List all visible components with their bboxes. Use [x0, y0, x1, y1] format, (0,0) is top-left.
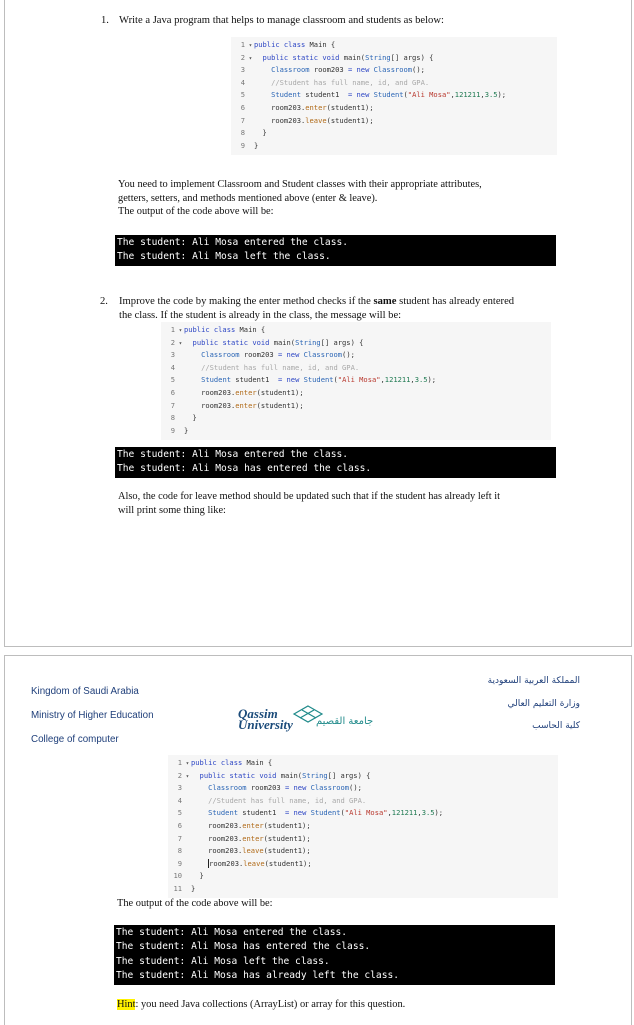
- line-number: 1: [240, 40, 245, 49]
- line-number: 2: [240, 52, 245, 62]
- code-token: public class: [184, 325, 240, 334]
- code-block-2: [161, 322, 551, 440]
- code-line: [168, 807, 558, 820]
- question-1-paragraph: [118, 178, 482, 219]
- line-number: 3: [177, 783, 182, 793]
- paragraph-line: The output of the code above will be:: [118, 206, 274, 218]
- code-token: Main {: [246, 758, 273, 767]
- output-line: The student: Ali Mosa entered the class.: [117, 237, 349, 248]
- output-line: The student: Ali Mosa left the class.: [117, 251, 331, 263]
- output-terminal-2: [115, 447, 556, 478]
- code-token: = new: [284, 808, 311, 818]
- code-token: [] args) {: [327, 770, 371, 780]
- question-2-number: 2.: [100, 296, 108, 307]
- code-block-1: [231, 37, 557, 155]
- code-line: [161, 387, 551, 400]
- code-token: room203: [243, 350, 278, 360]
- code-token: (student1);: [263, 846, 311, 856]
- code-token: = new: [347, 65, 374, 75]
- code-token: );: [434, 808, 444, 818]
- code-token: Classroom: [201, 350, 244, 360]
- code-token: //Student has full name, id, and GPA.: [271, 77, 430, 87]
- output-line: The student: Ali Mosa left the class.: [116, 955, 330, 967]
- code-block-3: [168, 755, 558, 898]
- paragraph-line: You need to implement Classroom and Student classes with their appropriate attributes,: [118, 179, 482, 190]
- line-number: 9: [240, 140, 245, 150]
- code-line: [161, 324, 551, 337]
- code-token: 121211: [454, 90, 481, 100]
- code-token: public static void: [199, 770, 281, 780]
- code-token: public static void: [262, 52, 344, 62]
- line-number: 8: [240, 128, 245, 138]
- code-token: Student: [201, 375, 236, 385]
- code-line: [168, 870, 558, 883]
- code-token: Student: [303, 375, 334, 385]
- code-token: (student1);: [256, 387, 304, 397]
- code-token: 3.5: [414, 375, 428, 385]
- code-token: = new: [277, 350, 304, 360]
- line-number: 4: [240, 77, 245, 87]
- output-line: The student: Ali Mosa has entered the class.: [116, 941, 371, 953]
- code-line: [168, 795, 558, 808]
- header-ministry: Ministry of Higher Education: [31, 710, 154, 721]
- code-token: Classroom: [271, 65, 314, 75]
- code-token: Student: [208, 808, 243, 818]
- code-token: 3.5: [484, 90, 498, 100]
- output-label: The output of the code above will be:: [117, 898, 273, 909]
- code-line: [161, 349, 551, 362]
- code-token: }: [184, 425, 189, 435]
- paragraph-line: Also, the code for leave method should be updated such that if the student has already left it: [118, 491, 501, 502]
- code-token: Student: [271, 90, 306, 100]
- code-token: = new: [347, 90, 374, 100]
- code-token: Classroom: [208, 783, 251, 793]
- code-line: [161, 412, 551, 425]
- code-token: main(: [280, 770, 303, 780]
- line-number: 8: [170, 413, 175, 423]
- code-token: public class: [254, 40, 310, 49]
- hint-paragraph: [117, 998, 405, 1012]
- fold-arrow-icon[interactable]: ▾: [175, 327, 183, 334]
- code-line: [231, 89, 557, 102]
- fold-arrow-icon[interactable]: ▾: [182, 760, 190, 767]
- code-token: enter: [242, 833, 264, 843]
- code-token: room203: [313, 65, 348, 75]
- code-token: );: [497, 90, 507, 100]
- question-2-also-paragraph: [118, 490, 500, 517]
- code-token: (student1);: [264, 858, 312, 868]
- code-line: [231, 102, 557, 115]
- university-logo: [238, 702, 398, 740]
- output-line: The student: Ali Mosa has already left the class.: [116, 970, 400, 982]
- code-token: 3.5: [421, 808, 435, 818]
- code-token: Classroom: [303, 350, 343, 360]
- question-1-number: 1.: [101, 15, 109, 26]
- code-token: ,: [450, 90, 455, 100]
- code-line: [161, 337, 551, 350]
- code-line: [168, 820, 558, 833]
- question-2-line-2: the class. If the student is already in the class, the message will be:: [119, 310, 402, 321]
- paragraph-line: getters, setters, and methods mentioned above (enter & leave).: [118, 192, 378, 204]
- line-number: 6: [240, 102, 245, 112]
- header-kingdom: Kingdom of Saudi Arabia: [31, 686, 139, 697]
- code-line: [231, 140, 557, 153]
- document-page-1: [4, 0, 632, 647]
- code-token: room203.: [271, 115, 306, 125]
- line-number: 4: [170, 362, 175, 372]
- line-number: 2: [177, 770, 182, 780]
- code-token: room203.: [208, 833, 243, 843]
- code-line: [168, 883, 558, 896]
- code-token: "Ali Mosa": [344, 808, 388, 818]
- output-line: The student: Ali Mosa entered the class.: [116, 927, 348, 938]
- line-number: 6: [170, 387, 175, 397]
- output-line: The student: Ali Mosa entered the class.: [117, 449, 349, 460]
- code-line: [231, 115, 557, 128]
- code-token: student1: [305, 90, 348, 100]
- hint-label: Hint: [117, 999, 136, 1010]
- code-token: enter: [242, 820, 264, 830]
- code-token: "Ali Mosa": [337, 375, 381, 385]
- code-token: 121211: [384, 375, 411, 385]
- hint-text: : you need Java collections (ArrayList) or array for this question.: [135, 999, 406, 1010]
- code-token: student1: [242, 808, 285, 818]
- code-line: [168, 782, 558, 795]
- code-token: Classroom: [373, 65, 413, 75]
- line-number: 1: [177, 758, 182, 767]
- code-token: String: [365, 52, 391, 62]
- line-number: 3: [240, 65, 245, 75]
- line-number: 1: [170, 325, 175, 334]
- code-token: room203.: [201, 387, 236, 397]
- code-line: [168, 770, 558, 783]
- code-token: //Student has full name, id, and GPA.: [208, 795, 367, 805]
- code-token: leave: [305, 115, 327, 125]
- line-number: 8: [177, 846, 182, 856]
- code-token: (student1);: [256, 400, 304, 410]
- code-token: = new: [277, 375, 304, 385]
- code-line: [231, 52, 557, 65]
- code-token: }: [199, 871, 204, 881]
- code-token: room203.: [201, 400, 236, 410]
- header-college: College of computer: [31, 734, 119, 745]
- logo-line: University: [238, 717, 293, 732]
- code-token: main(: [273, 337, 296, 347]
- code-token: room203.: [208, 846, 243, 856]
- fold-arrow-icon[interactable]: ▾: [245, 54, 253, 62]
- code-token: }: [191, 883, 196, 893]
- line-number: 9: [170, 425, 175, 435]
- line-number: 7: [240, 115, 245, 125]
- code-line: [231, 64, 557, 77]
- code-token: (student1);: [263, 820, 311, 830]
- page-gap: [0, 647, 634, 655]
- line-number: 10: [173, 871, 182, 881]
- code-token: (: [333, 375, 338, 385]
- code-token: student1: [235, 375, 278, 385]
- code-token: main(: [343, 52, 366, 62]
- line-number: 5: [177, 808, 182, 818]
- code-line: [168, 858, 558, 871]
- line-number: 3: [170, 350, 175, 360]
- code-token: Student: [310, 808, 341, 818]
- code-token: [] args) {: [320, 337, 364, 347]
- code-token: 121211: [391, 808, 418, 818]
- code-token: ();: [349, 783, 362, 793]
- code-token: (: [403, 90, 408, 100]
- code-token: (student1);: [326, 102, 374, 112]
- paragraph-line: will print some thing like:: [118, 504, 226, 516]
- logo-arabic: جامعة القصيم: [316, 716, 374, 727]
- output-terminal-1: [115, 235, 556, 266]
- line-number: 5: [240, 90, 245, 100]
- output-line: The student: Ali Mosa has entered the class.: [117, 463, 372, 475]
- question-1-text: Write a Java program that helps to manage classroom and students as below:: [119, 15, 444, 26]
- code-token: (: [340, 808, 345, 818]
- code-token: ,: [417, 808, 422, 818]
- code-line: [231, 127, 557, 140]
- code-line: [231, 77, 557, 90]
- code-token: String: [302, 770, 328, 780]
- question-2-line-1: Improve the code by making the enter method checks if the same student has already entered: [119, 296, 515, 307]
- code-line: [168, 833, 558, 846]
- code-line: [231, 39, 557, 52]
- code-token: );: [427, 375, 437, 385]
- code-token: (student1);: [326, 115, 374, 125]
- code-line: [161, 374, 551, 387]
- code-token: }: [192, 413, 197, 423]
- code-line: [161, 362, 551, 375]
- line-number: 7: [170, 400, 175, 410]
- code-token: room203.: [209, 858, 244, 868]
- line-number: 9: [177, 858, 182, 868]
- code-token: room203.: [271, 102, 306, 112]
- code-token: room203.: [208, 820, 243, 830]
- code-token: public static void: [192, 337, 274, 347]
- code-line: [161, 425, 551, 438]
- code-token: enter: [235, 400, 257, 410]
- output-terminal-3: [114, 925, 555, 985]
- code-line: [168, 845, 558, 858]
- header-kingdom-arabic: المملكة العربية السعودية: [487, 676, 580, 686]
- question-2-text: [119, 295, 514, 323]
- header-ministry-arabic: وزارة التعليم العالي: [507, 699, 580, 709]
- code-token: public class: [191, 758, 247, 767]
- code-token: Main {: [309, 40, 336, 49]
- code-token: Student: [373, 90, 404, 100]
- logo-english: [238, 708, 293, 730]
- code-token: leave: [242, 846, 264, 856]
- code-token: String: [295, 337, 321, 347]
- code-token: (student1);: [263, 833, 311, 843]
- code-token: leave: [243, 858, 265, 868]
- line-number: 11: [173, 883, 182, 893]
- code-token: ,: [410, 375, 415, 385]
- code-token: ,: [380, 375, 385, 385]
- code-token: ,: [387, 808, 392, 818]
- code-token: ();: [412, 65, 425, 75]
- code-token: ();: [342, 350, 355, 360]
- code-token: }: [254, 140, 259, 150]
- code-token: = new: [284, 783, 311, 793]
- code-token: }: [262, 128, 267, 138]
- code-line: [161, 400, 551, 413]
- logo-line: Qassim: [238, 706, 278, 721]
- code-line: [168, 757, 558, 770]
- line-number: 7: [177, 833, 182, 843]
- line-number: 6: [177, 820, 182, 830]
- code-token: [] args) {: [390, 52, 434, 62]
- code-token: enter: [305, 102, 327, 112]
- fold-arrow-icon[interactable]: ▾: [245, 42, 253, 49]
- line-number: 4: [177, 795, 182, 805]
- code-token: enter: [235, 387, 257, 397]
- fold-arrow-icon[interactable]: ▾: [175, 339, 183, 347]
- code-token: Main {: [239, 325, 266, 334]
- code-token: ,: [480, 90, 485, 100]
- code-token: Classroom: [310, 783, 350, 793]
- code-token: //Student has full name, id, and GPA.: [201, 362, 360, 372]
- code-token: room203: [250, 783, 285, 793]
- line-number: 2: [170, 337, 175, 347]
- line-number: 5: [170, 375, 175, 385]
- fold-arrow-icon[interactable]: ▾: [182, 772, 190, 780]
- header-college-arabic: كلية الحاسب: [532, 721, 580, 731]
- code-token: "Ali Mosa": [407, 90, 451, 100]
